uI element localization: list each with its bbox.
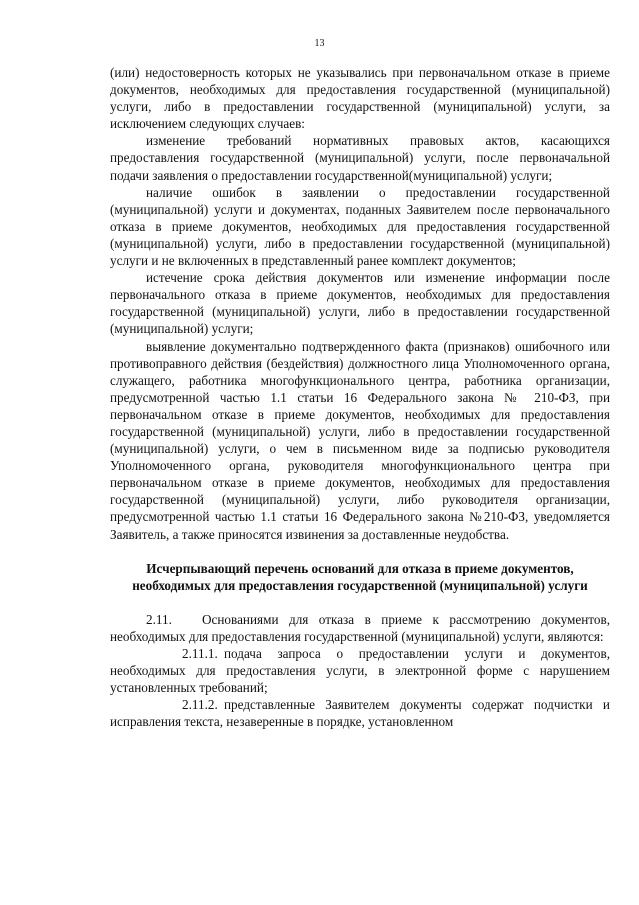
page-number: 13 bbox=[314, 38, 325, 49]
clause-text: представленные Заявителем документы содержат подчистки и исправления текста, незаверенные в порядке, установленном bbox=[110, 697, 610, 730]
spacer bbox=[110, 594, 610, 611]
paragraph: изменение требований нормативных правовых актов, касающихся предоставления государственной (муниципальной) услуги, после первоначальной подачи заявления о предоставлении государственной(муниципальной) услуги; bbox=[110, 133, 610, 183]
clause-text: Основаниями для отказа в приеме к рассмотрению документов, необходимых для предоставления государственной (муниципальной) услуги, являются: bbox=[110, 611, 610, 644]
clause-number: 2.11.2. bbox=[182, 697, 218, 713]
paragraph: истечение срока действия документов или изменение информации после первоначального отказа в приеме документов, необходимых для предоставления государственной (муниципальной) услуги, либо в предоставлении государственной (муниципальной) услуги; bbox=[110, 270, 610, 337]
clause-number: 2.11. bbox=[146, 611, 172, 627]
clause-text: подача запроса о предоставлении услуги и документов, необходимых для предоставления услуги, в электронной форме с нарушением установленных требований; bbox=[110, 646, 610, 696]
document-body bbox=[110, 64, 610, 730]
paragraph: (или) недостоверность которых не указывались при первоначальном отказе в приеме документов, необходимых для предоставления государственной (муниципальной) услуги, либо в предоставлении государственной (муниципальной) услуги, за исключением следующих случаев: bbox=[110, 65, 610, 132]
clause-item bbox=[110, 611, 610, 645]
clause-item bbox=[110, 696, 610, 730]
clause-item bbox=[110, 645, 610, 696]
paragraph: выявление документально подтвержденного факта (признаков) ошибочного или противоправного действия (бездействия) должностного лица Уполномоченного органа, служащего, работника многофункционального центра, работника организации, предусмотренной частью 1.1 статьи 16 Федерального закона № 210-ФЗ, при первоначальном отказе в приеме документов, необходимых для предоставления государственной (муниципальной) услуги, либо в предоставлении государственной (муниципальной) услуги, о чем в письменном виде за подписью руководителя Уполномоченного органа, руководителя многофункционального центра при первоначальном отказе в приеме документов, необходимых для предоставления государственной (муниципальной) услуги, либо руководителя организации, предусмотренной частью 1.1 статьи 16 Федерального закона №210-ФЗ, уведомляется Заявитель, а также приносятся извинения за доставленные неудобства. bbox=[110, 338, 610, 542]
clause-number: 2.11.1. bbox=[182, 646, 218, 661]
paragraph: наличие ошибок в заявлении о предоставлении государственной (муниципальной) услуги и документах, поданных Заявителем после первоначального отказа в приеме документов, необходимых для предоставления государственной (муниципальной) услуги, либо в предоставлении государственной (муниципальной) услуги и не включенных в представленный ранее комплект документов; bbox=[110, 184, 610, 269]
section-heading: Исчерпывающий перечень оснований для отказа в приеме документов, необходимых для предоставления государственной (муниципальной) услуги bbox=[132, 560, 588, 593]
